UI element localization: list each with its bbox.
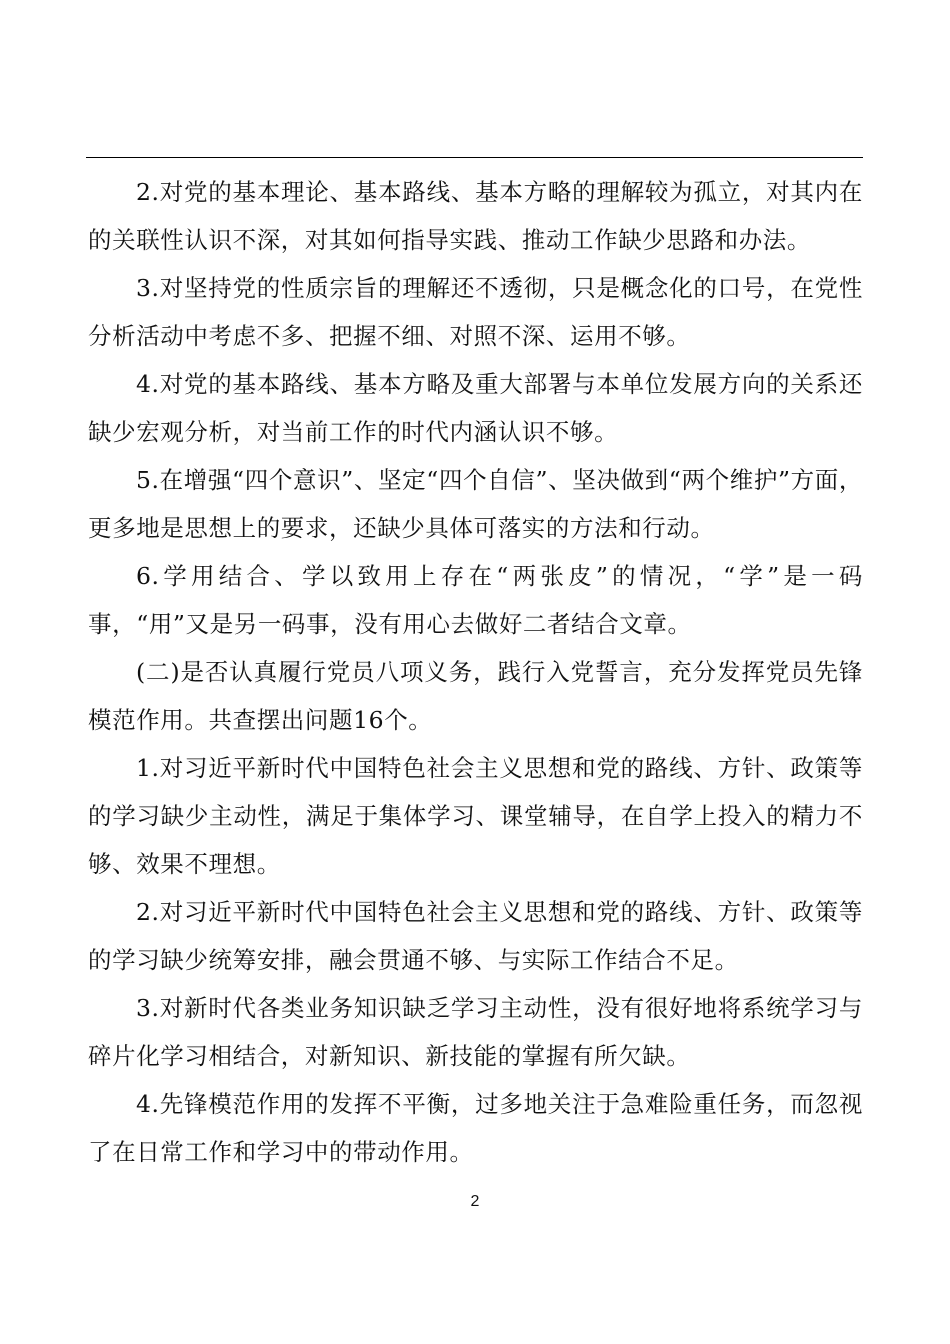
- page-number: 2: [470, 1193, 480, 1210]
- paragraph-item-4: 4.对党的基本路线、基本方略及重大部署与本单位发展方向的关系还缺少宏观分析，对当前工作的时代内涵认识不够。: [88, 370, 863, 446]
- paragraph-item-5: 5.在增强“四个意识”、坚定“四个自信”、坚决做到“两个维护”方面，更多地是思想上的要求，还缺少具体可落实的方法和行动。: [88, 466, 863, 542]
- paragraph-sub-item-2: 2.对习近平新时代中国特色社会主义思想和党的路线、方针、政策等的学习缺少统筹安排，融会贯通不够、与实际工作结合不足。: [88, 898, 863, 974]
- paragraph-sub-item-3: 3.对新时代各类业务知识缺乏学习主动性，没有很好地将系统学习与碎片化学习相结合，对新知识、新技能的掌握有所欠缺。: [88, 994, 863, 1070]
- paragraph-item-3: 3.对坚持党的性质宗旨的理解还不透彻，只是概念化的口号，在党性分析活动中考虑不多、把握不细、对照不深、运用不够。: [88, 274, 863, 350]
- section-heading-2: (二)是否认真履行党员八项义务，践行入党誓言，充分发挥党员先锋模范作用。共查摆出问题16个。: [88, 658, 863, 734]
- document-body: [88, 168, 863, 1176]
- paragraph-sub-item-4: 4.先锋模范作用的发挥不平衡，过多地关注于急难险重任务，而忽视了在日常工作和学习中的带动作用。: [88, 1090, 863, 1166]
- paragraph-sub-item-1: 1.对习近平新时代中国特色社会主义思想和党的路线、方针、政策等的学习缺少主动性，满足于集体学习、课堂辅导，在自学上投入的精力不够、效果不理想。: [88, 754, 863, 878]
- header-rule: [86, 157, 863, 158]
- paragraph-item-6: 6.学用结合、学以致用上存在“两张皮”的情况，“学”是一码事，“用”又是另一码事，没有用心去做好二者结合文章。: [88, 562, 863, 638]
- paragraph-item-2: 2.对党的基本理论、基本路线、基本方略的理解较为孤立，对其内在的关联性认识不深，对其如何指导实践、推动工作缺少思路和办法。: [88, 178, 863, 254]
